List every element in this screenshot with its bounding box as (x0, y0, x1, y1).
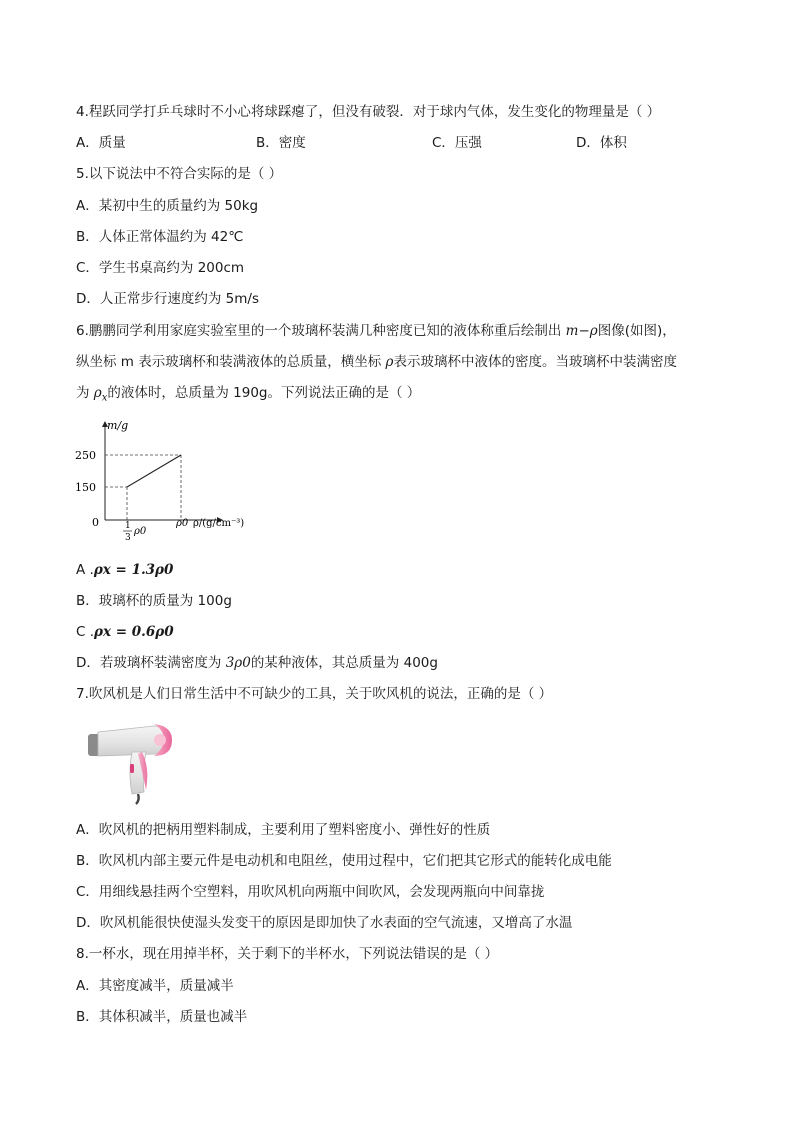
mass-density-graph (70, 412, 270, 547)
question-6-option-c: C .ρx = 0.6ρ0 (76, 624, 174, 640)
question-8-option-a: A．其密度减半，质量减半 (76, 978, 234, 994)
question-6-option-b: B．玻璃杯的质量为 100g (76, 593, 232, 609)
question-5-option-d: D．人正常步行速度约为 5m/s (76, 291, 260, 307)
question-7-option-c: C．用细线悬挂两个空塑料，用吹风机向两瓶中间吹风，会发现两瓶向中间靠拢 (76, 884, 545, 900)
question-7-option-b: B．吹风机内部主要元件是电动机和电阻丝，使用过程中，它们把其它形式的能转化成电能 (76, 853, 612, 869)
question-4-option-d: D．体积 (576, 135, 627, 151)
question-6-option-d: D．若玻璃杯装满密度为 3ρ0的某种液体，其总质量为 400g (76, 655, 438, 671)
data-line (127, 455, 181, 487)
question-7-option-a: A．吹风机的把柄用塑料制成，主要利用了塑料密度小、弹性好的性质 (76, 822, 491, 838)
y-axis-label: m/g (107, 419, 129, 432)
question-6-stem-line-3: 为 $\rho_x$的液体时，总质量为 190g。下列说法正确的是（ ） (76, 385, 421, 404)
question-4-option-a: A．质量 (76, 135, 126, 151)
hair-dryer-image (84, 718, 180, 808)
question-5-option-b: B．人体正常体温约为 42℃ (76, 229, 244, 245)
y-tick-250: 250 (75, 449, 96, 462)
question-4-option-c: C．压强 (432, 135, 482, 151)
question-5-option-c: C．学生书桌高约为 200cm (76, 260, 245, 276)
x-axis-label: ρ/(g/cm⁻³) (193, 518, 245, 529)
question-4-stem: 4.程跃同学打乒乓球时不小心将球踩瘪了，但没有破裂．对于球内气体，发生变化的物理量是（ ） (76, 104, 661, 120)
question-8-option-b: B．其体积减半，质量也减半 (76, 1009, 248, 1025)
x-tick-rho0-third: ρ0 (134, 526, 147, 537)
question-5-option-a: A．某初中生的质量约为 50kg (76, 198, 259, 214)
question-7-stem: 7.吹风机是人们日常生活中不可缺少的工具，关于吹风机的说法，正确的是（ ） (76, 686, 553, 702)
y-tick-150: 150 (75, 481, 96, 494)
x-tick-frac-den: 3 (125, 533, 131, 543)
question-5-stem: 5.以下说法中不符合实际的是（ ） (76, 166, 283, 182)
question-4-option-b: B．密度 (256, 135, 306, 151)
question-7-option-d: D．吹风机能很快使湿头发变干的原因是即加快了水表面的空气流速，又增高了水温 (76, 915, 573, 931)
x-tick-rho0: ρ0 (176, 518, 189, 529)
question-6-option-a: A .ρx = 1.3ρ0 (76, 562, 174, 578)
x-tick-frac-num: 1 (125, 521, 131, 531)
origin-label: 0 (92, 516, 99, 529)
question-6-stem-line-2: 纵坐标 m 表示玻璃杯和装满液体的总质量，横坐标 ρ表示玻璃杯中液体的密度。当玻璃杯中装满密度 (76, 354, 677, 370)
question-6-stem-line-1: 6.鹏鹏同学利用家庭实验室里的一个玻璃杯装满几种密度已知的液体称重后绘制出 m−ρ图像(如图)， (76, 323, 676, 339)
question-8-stem: 8.一杯水，现在用掉半杯，关于剩下的半杯水，下列说法错误的是（ ） (76, 946, 499, 962)
